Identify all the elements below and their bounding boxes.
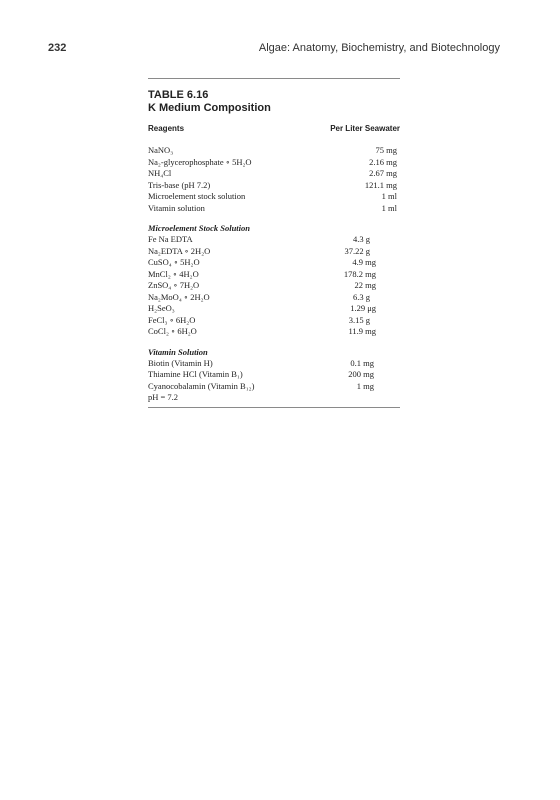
- ph-note: pH = 7.2: [148, 392, 179, 402]
- amount-cell: 75 mg: [375, 145, 397, 155]
- table-row: [148, 246, 400, 258]
- amount-cell: 178.2 mg: [343, 268, 376, 279]
- composition-table: [148, 78, 400, 408]
- table-row: [148, 369, 400, 381]
- reagent-cell: Na₂-glycerophosphate ∘ 5H₂O: [148, 156, 252, 167]
- table-row: [148, 191, 400, 203]
- top-rule: [148, 78, 400, 79]
- table-row: [148, 280, 400, 292]
- amount-cell: 4.9 mg: [352, 257, 376, 267]
- table-row: [148, 326, 400, 338]
- column-header-reagents: Reagents: [148, 124, 185, 133]
- reagent-cell: Na₂EDTA ∘ 2H₂O: [148, 245, 211, 256]
- reagent-cell: CoCl₂ ∘ 6H₂O: [148, 326, 197, 336]
- microelement-section: [148, 223, 400, 338]
- amount-cell: 0.1 mg: [350, 357, 374, 368]
- reagent-cell: Microelement stock solution: [148, 191, 246, 201]
- running-head: Algae: Anatomy, Biochemistry, and Biotechnology: [258, 42, 500, 54]
- amount-cell: 4.3 g: [353, 234, 370, 244]
- bottom-rule: [148, 407, 400, 408]
- amount-cell: 37.22 g: [344, 245, 370, 256]
- reagent-cell: ZnSO₄ ∘ 7H₂O: [148, 280, 200, 290]
- amount-cell: 22 mg: [354, 280, 376, 290]
- reagent-cell: Thiamine HCl (Vitamin B₁): [148, 369, 243, 379]
- reagent-cell: Fe Na EDTA: [148, 234, 193, 244]
- table-row: [148, 145, 400, 157]
- reagent-cell: CuSO₄ ∘ 5H₂O: [148, 257, 200, 267]
- amount-cell: 1.29 μg: [350, 303, 376, 313]
- reagent-cell: Biotin (Vitamin H): [148, 357, 213, 368]
- table-row: [148, 292, 400, 304]
- amount-cell: 121.1 mg: [364, 179, 397, 190]
- reagent-cell: MnCl₂ ∘ 4H₂O: [148, 268, 199, 279]
- reagent-cell: Vitamin solution: [148, 202, 205, 213]
- table-row: [148, 358, 400, 370]
- amount-cell: 11.9 mg: [348, 326, 376, 336]
- reagent-cell: Na₂MoO₄ ∘ 2H₂O: [148, 291, 210, 302]
- table-row: [148, 381, 400, 393]
- amount-cell: 2.16 mg: [369, 156, 397, 167]
- vitamin-section: [148, 347, 400, 404]
- table-label: TABLE 6.16: [148, 89, 209, 101]
- table-row: [148, 315, 400, 327]
- amount-cell: 1 mg: [356, 380, 374, 391]
- reagent-cell: NaNO₃: [148, 145, 174, 155]
- vitamin-heading: Vitamin Solution: [148, 346, 208, 357]
- table-row: [148, 269, 400, 281]
- amount-cell: 1 ml: [381, 202, 397, 213]
- reagent-cell: FeCl₃ ∘ 6H₂O: [148, 314, 196, 325]
- table-row: [148, 168, 400, 180]
- reagent-cell: Cyanocobalamin (Vitamin B₁₂): [148, 380, 255, 391]
- amount-cell: 6.3 g: [353, 291, 370, 302]
- amount-cell: 2.67 mg: [369, 168, 397, 178]
- microelement-heading: Microelement Stock Solution: [148, 223, 251, 233]
- amount-cell: 200 mg: [348, 369, 374, 379]
- amount-cell: 3.15 g: [348, 314, 370, 325]
- table-row: [148, 234, 400, 246]
- page-header: [48, 42, 500, 56]
- table-title: K Medium Composition: [148, 102, 271, 114]
- table-row: [148, 180, 400, 192]
- column-headers: [148, 124, 400, 136]
- column-header-amount: Per Liter Seawater: [330, 124, 400, 133]
- table-row: [148, 203, 400, 215]
- table-row: [148, 257, 400, 269]
- amount-cell: 1 ml: [381, 191, 397, 201]
- table-row: [148, 157, 400, 169]
- page-number: 232: [48, 42, 67, 54]
- table-row: [148, 303, 400, 315]
- reagent-cell: NH₄Cl: [148, 168, 172, 178]
- main-section: [148, 145, 400, 214]
- reagent-cell: Tris-base (pH 7.2): [148, 179, 211, 190]
- reagent-cell: H₂SeO₃: [148, 303, 175, 313]
